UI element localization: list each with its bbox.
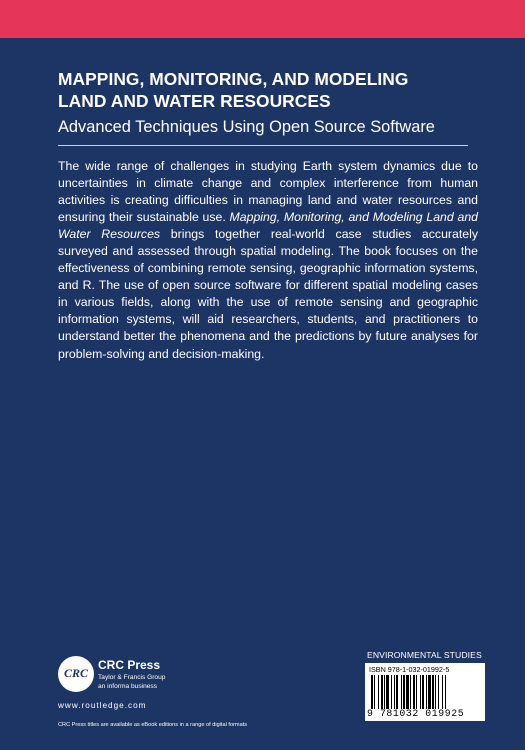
title-divider [58,145,468,146]
barcode-bar [442,675,443,709]
book-subtitle: Advanced Techniques Using Open Source Software [58,118,435,136]
title-line-2: LAND AND WATER RESOURCES [58,91,331,111]
barcode-bar [371,675,373,709]
barcode-bars [371,675,481,709]
title-line-1: MAPPING, MONITORING, AND MODELING [58,69,409,89]
publisher-website[interactable]: www.routledge.com [58,701,147,710]
isbn-label: ISBN 978-1-032-01992-5 [369,665,450,674]
barcode-bar [428,675,431,709]
barcode-bar [420,675,421,709]
barcode-bar [396,675,398,709]
barcode-bar [438,675,439,709]
publisher-informa: an informa business [98,683,158,690]
barcode-bar [391,675,392,709]
barcode-bar [445,675,446,709]
description-part-1: The wide range of challenges in studying Earth system dynamics due to uncertainties in climate change and complex interference from human activities is creating difficulties in managing land and water resources and ensuring their sustainable use. [58,159,478,225]
top-accent-band [0,0,525,38]
description-part-2: brings together real-world case studies accurately surveyed and assessed through spatial modeling. The book focuses on the effectiveness of combining remote sensing, geographic information systems, and R. The use of open source software for different spatial modeling cases in various fields, along with the use of remote sensing and geographic information systems, will aid researchers, students, and practitioners to understand better the phenomena and the predictions by future analyses for problem-solving and decision-making. [58,227,478,361]
barcode-bar [378,675,379,709]
book-description [58,158,478,363]
barcode-bar [413,675,415,709]
subject-category: ENVIRONMENTAL STUDIES [367,650,482,660]
barcode-bar [416,675,417,709]
barcode-bar [384,675,385,709]
book-title [58,68,488,112]
barcode [365,663,485,721]
barcode-bar [401,675,402,709]
barcode-bar [374,675,375,709]
barcode-bar [410,675,411,709]
logo-text: CRC [64,666,89,680]
ebook-footnote: CRC Press titles are available as eBook editions in a range of digital formats [58,722,248,728]
description-italic-title: Mapping, Monitoring, and Modeling Land and Water Resources [58,210,478,242]
barcode-bar [394,675,395,709]
crc-logo-icon [58,656,94,692]
barcode-bar [406,675,409,709]
barcode-bar [435,675,436,709]
barcode-bar [426,675,427,709]
barcode-bar [422,675,424,709]
barcode-bar [381,675,383,709]
barcode-bar [403,675,405,709]
barcode-bar [386,675,389,709]
publisher-group: Taylor & Francis Group [98,674,166,681]
publisher-name: CRC Press [98,658,161,672]
barcode-digits: 9 781032 019925 [367,708,465,719]
barcode-bar [432,675,434,709]
